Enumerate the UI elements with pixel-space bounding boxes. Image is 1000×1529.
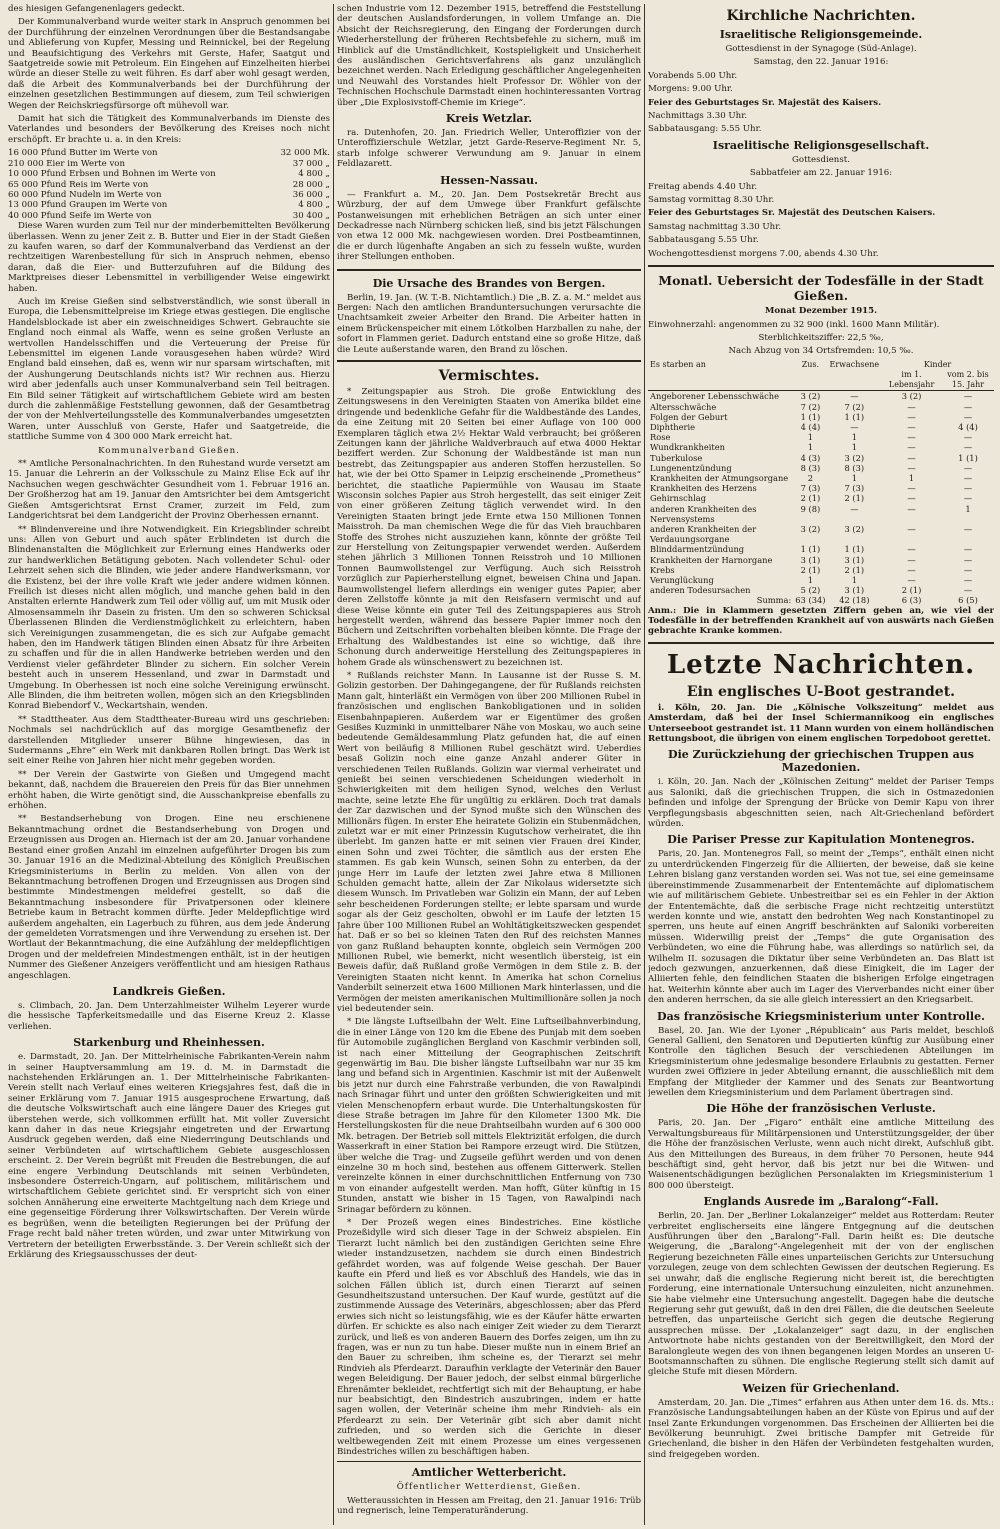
column-3 (648, 4, 994, 1525)
article-text: i. Köln, 20. Jan. Die „Kölnische Volkszeitung“ meldet aus Amsterdam, daß bei der Insel Schiermannikoog ein englisches Unterseeboot gestrandet ist. 11 Mann wurden von einem holländischen Rettungsboot, die übrigen von einem englischen Torpedoboot gerettet. (648, 702, 994, 745)
service-line: Sabbatausgang: 5.55 Uhr. (648, 124, 762, 135)
section-heading: Kreis Wetzlar. (445, 112, 533, 126)
weather-text: Wetteraussichten in Hessen am Freitag, den 21. Januar 1916: Trüb und regnerisch, leine Temperaturänderung. (337, 1495, 641, 1517)
table-sum-row: Summa: 63 (34) 42 (18) 6 (3) 6 (5) (756, 595, 978, 606)
goods-row: 60 000 Pfund Nudeln im Werte von 36 000 „ (8, 189, 330, 200)
count-cell: — (963, 401, 973, 412)
count-cell: — (963, 564, 973, 575)
count-cell: 1 (851, 442, 857, 453)
section-heading: Vermischtes. (438, 367, 540, 384)
cause-cell: Folgen der Geburt (650, 411, 728, 422)
service-line: Wochengottesdienst morgens 7.00, abends 4.30 Uhr. (648, 248, 879, 259)
count-cell: 3 (1) (844, 554, 865, 565)
count-cell: — (907, 493, 916, 504)
section-heading: Hessen-Nassau. (440, 173, 538, 187)
count-cell: 1 (851, 472, 857, 483)
deaths-table-box (648, 265, 994, 644)
article-text: Paris, 20. Jan. Montenegros Fall, so meint der „Temps“, enthält einen nicht zu unterdrückenden Fingerzeig für die Alliierten, der beweise, daß sie keine Lehren bislang ganz verstanden worden sei. Was not tue, sei eine gemeinsame übereinstimmende Zusammenarbeit der Ententemächte auf diplomatischem wie auf militärischem Gebiete. Unbestreitbar sei es ein Fehler in der Aktion der Ententemächte, daß die serbische Frage nicht rechtzeitig unterstützt werden konnte und wie, anstatt den bedrohten Weg nach Konstantinopel zu sperren, uns heute auf einen Angriff beschränkten auf Saloniki vorbereiten müssen. Widerwillig preist der „Temps“ die gute Organisation des Verbündeten, wo eine die Führung habe, was allerdings so natürlich sei, da Wilhelm II. sozusagen die Diktatur über seine Verbündeten an. Das Blatt ist jedoch gezwungen, anzuerkennen, daß diese Einigkeit, die im Lager der Alliierten fehle, den feindlichen Staaten die bisherigen Erfolge eingetragen hat. Weiterhin könnte aber auch im Lager des Vierverbandes nicht einer über den anderen herrschen, da sie alle gleich interessiert an den Kriegsarbeit. (648, 849, 994, 1006)
count-cell: 2 (1) (800, 564, 821, 575)
count-cell: 2 (1) (844, 493, 865, 504)
count-cell: 9 (8) (800, 503, 821, 514)
count-cell: 3 (2) (800, 391, 821, 402)
table-header: Erwachsene (828, 360, 882, 391)
count-cell: 1 (1) (800, 544, 821, 555)
cause-cell: Krankheiten des Herzens (650, 483, 757, 494)
service-line: Samstag vormittag 8.30 Uhr. (648, 195, 775, 206)
count-cell: 1 (851, 574, 857, 585)
column-divider (333, 4, 334, 1525)
table-row (648, 402, 994, 412)
service-place: Gottesdienst. (792, 154, 850, 165)
count-cell: — (907, 564, 916, 575)
section-heading: Amtlicher Wetterbericht. (411, 1466, 567, 1480)
article-text: ** Blindenvereine und ihre Notwendigkeit. Ein Kriegsblinder schreibt uns: Allen von Geburt und auch später Erblindeten ist durch die Blindenanstalten die Möglichkeit zur Erlernung eines Handwerks oder zur handwerklichen Betätigung geboten. Nach vollendeter Schul- oder Lehrzeit sehen sich die Blinden, wie jeder andere Handwerksmann, vor die Existenz, bei der ihre volle Kraft wie jeder andere widmen können. Freilich ist dieses nicht allen möglich, und manche gehen bald in den Anstalten erlernte Handwerk zum Teil oder völlig auf, um mit Musik oder Almosensammeln ihr Dasein zu fristen. Um den so schweren Schicksal Überlassenen Blinden die Verdienstmöglichkeit zu erleichtern, haben sich Vereinigungen zusammengetan, die es sich zur Aufgabe gemacht haben, den im Handwerk tätigen Blinden einen Absatz für ihre Arbeiten zu schaffen und für die in allen Handwerke betrieben werden und den Verdienst vieler gefährdeter Blinder zu sichern. Ein solcher Verein besteht auch in unserem Hessenland, und zwar in Darmstadt und Umgebung. In Oberhessen ist noch eine solche Vereinigung erwünscht. Alle Blinden, die ihm beitreten wollen, mögen sich an den Kriegsblinden Konrad Biebendorf V., Weckartshain, wenden. (8, 524, 330, 712)
article-text: Damit hat sich die Tätigkeit des Kommunalverbands im Dienste des Vaterlandes und besonders der Bevölkerung des Kreises noch nicht erschöpft. Er brachte u. a. in den Kreis: (8, 114, 330, 145)
article-text: Berlin, 20. Jan. Der „Berliner Lokalanzeiger“ meldet aus Rotterdam: Reuter verbreitet englischerseits eine längere Entgegnung auf die deutschen Ausführungen über den „Baralong“-Fall. Darin heißt es: Die deutsche Weigerung, die „Baralong“-Angelegenheit mit der von der englischen Regierung bezeichneten Fälle eines unparteiischen Gerichts zur Untersuchung vorzulegen, zeuge von dem schlechten Gewissen der deutschen Regierung. Es sei unwahr, daß die englische Regierung nicht bereit ist, die berechtigten Forderung, eine internationale Untersuchung einzuleiten, nicht anzunehmen. Sie habe vielmehr eine Untersuchung angestellt. Dagegen habe die deutsche Regierung sehr gut gewußt, daß in den drei Fällen, die die deutschen Seeleute betreffen, das unparteiische Gericht sich gegen die deutsche Regierung aussprechen müsse. Der „Lokalanzeiger“ sagt dazu, in der englischen Antwortnote habe nichts gestanden von der Bereitwilligkeit, den Mord der Baralongleute wegen des von ihnen begangenen leigen Mordes an unseren U-Bootsmannschaften zu sühnen. Die englische Regierung stellt sich damit auf gleiche Stufe mit diesen Mördern. (648, 1211, 994, 1378)
cause-cell: Altersschwäche (650, 401, 717, 412)
service-line: Sabbatausgang 5.55 Uhr. (648, 235, 759, 246)
count-cell: 1 (1) (844, 411, 865, 422)
cause-cell: Angeborener Lebensschwäche (650, 391, 780, 402)
article-text: * Die längste Luftseilbahn der Welt. Eine Luftseilbahnverbindung, die in einer Länge von 120 km die Ebene des Punjab mit dem soeben für Automobile zugänglichen Bergland von Kaschmir verbinden soll, ist nach einer Mitteilung der Geographischen Zeitschrift gegenwärtig im Bau. Die bisher längste Luftseilbahn war nur 35 km lang und befand sich in Argentinien. Kaschmir ist mit der Außenwelt bis jetzt nur durch eine Fahrstraße verbunden, die von Rawalpindi nach Srinagar führt und unter den größten Schwierigkeiten und mit vielen Menschenopfern erbaut wurde. Die Unterhaltungskosten für diese Straße betragen im Jahre für den Kilometer 1300 Mk. Die Herstellungskosten für die neue Drahtseilbahn wurden auf 6 300 000 Mk. betragen. Der Betrieb soll mittels Elektrizität erfolgen, die durch Wasserkraft in einer Station bei Rampore erzeugt wird. Die Stützen, über welche die Trag- und Zugseile geführt werden und von denen einzelne 30 m hoch sind, bestehen aus offenem Gitterwerk. Stellen vereinzelte können in einer durchschnittlichen Entfernung von 730 m von einander aufgestellt werden. Man hofft, Güter künftig in 15 Stunden, anstatt wie bisher in 15 Tagen, von Rawalpindi nach Srinagar befördern zu können. (337, 1017, 641, 1215)
table-title: Monatl. Uebersicht der Todesfälle in der Stadt Gießen. (658, 273, 984, 304)
count-cell: — (963, 483, 973, 494)
divider (337, 1461, 641, 1462)
goods-row: 13 000 Pfund Graupen im Werte von 4 800 „ (8, 200, 330, 211)
count-cell: 7 (2) (800, 401, 821, 412)
table-row (648, 544, 994, 554)
article-text: * Der Prozeß wegen eines Bindestriches. Eine köstliche Prozeßidylle wird sich dieser Tage in der Schweiz abspielen. Ein Tierarzt lucht nämlich bei den zuständigen Gerichten seine Ehre wieder instandzusetzen, nachdem sie durch einen Bindestrich gefährdet worden, was auf folgende Weise geschah. Der Bauer kaufte ein Pferd und ließ es vor Abschluß des Handels, wie das in solchen Fällen üblich ist, durch einen Tierarzt auf seinen Gesundheitszustand untersuchen. Der Kauf wurde, gestützt auf die zustimmende Aussage des Veterinärs, abgeschlossen; aber das Pferd erwies sich nicht so leistungsfähig, wie es der Käufer hätte erwarten dürfen. Er schickte es also nach einiger Zeit wieder zu dem Tierarzt zurück, und ließ es von anderen Bauern des Dorfes zeigen, um ihn zu fragen, was er nun zu tun habe. Dieser mußte nun in einem Brief an den Bauer zu schreiben, ihm scheine es, der Tierarzt sei mehr Rindvieh als Pferdearzt. Daraufhin verklagte der Veterinär den Bauer wegen Beleidigung. Der Bauer jedoch, der selbst einmal bürgerliche Ehrenämter bekleidet, rechtfertigt sich mit der Behauptung, er habe nur beabsichtigt, den Bindestrich auszubringen, indem er hatte sagen wollen, der Veterinär scheine ihm mehr Rindvieh- als ein Pferdearzt zu sein. Der Veterinär gibt sich aber damit nicht zufrieden, und so werden sich die Gerichte in dieser weltbewegenden Zeit mit einem Prozesse um eines vergessenen Bindestriches willen zu beschäftigen haben. (337, 1218, 641, 1457)
count-cell: — (907, 523, 916, 534)
cause-cell: Blinddarmentzündung (650, 544, 745, 555)
table-row (648, 463, 994, 473)
table-month: Monat Dezember 1915. (764, 306, 878, 317)
count-cell: 2 (1) (844, 564, 865, 575)
count-cell: — (907, 411, 916, 422)
count-cell: — (907, 544, 916, 555)
article-headline: Weizen für Griechenland. (742, 1381, 900, 1395)
cause-cell: Krankheiten der Harnorgane (650, 554, 773, 565)
count-cell: 2 (1) (800, 493, 821, 504)
table-header: Es starben an (648, 360, 793, 391)
table-row (648, 412, 994, 422)
cause-cell: Krankheiten der Atmungsorgane (650, 472, 789, 483)
table-row (648, 555, 994, 565)
count-cell: — (963, 574, 973, 585)
service-line: Feier des Geburtstages Sr. Majestät des Deutschen Kaisers. (648, 208, 936, 219)
service-line: Nachmittags 3.30 Uhr. (648, 111, 748, 122)
cause-cell: anderen Krankheiten des Nervensystems (650, 503, 757, 524)
table-row (648, 442, 994, 452)
goods-row: 210 000 Eier im Werte von 37 000 „ (8, 158, 330, 169)
count-cell: — (907, 462, 916, 473)
table-note: Anm.: Die in Klammern gesetzten Ziffern geben an, wie viel der Todesfälle in der betreffenden Krankheit auf von auswärts nach Gießen gebrachte Kranke kommen. (648, 605, 994, 637)
goods-row: 40 000 Pfund Seife im Werte von 30 400 „ (8, 210, 330, 221)
count-cell: 3 (2) (844, 523, 865, 534)
count-cell: — (907, 421, 916, 432)
count-cell: 1 (1) (958, 452, 978, 463)
count-cell: 4 (4) (958, 421, 978, 432)
table-header: vom 2. bis 15. Jahr (942, 370, 994, 391)
article-text: * Rußlands reichster Mann. In Lausanne ist der Russe S. M. Golizin gestorben. Der Dahingegangene, der für Rußlands reichsten Mann galt, hinterläßt ein Vermögen von über 200 Millionen Rubel in französischen und englischen Bankobligationen und in soliden Eisenbahnpapieren. Außerdem war er Eigentümer des großen Gesißes Kuzminki in unmittelbarer Nähe von Moskau, wo auch seine bedeutende Gemäldesammlung Platz gefunden hat, die auf einen Wert von beiläufig 8 Millionen Rubel geschätzt wird. Ueberdies besaß Golizin noch eine ganze Anzahl anderer Güter in verschiedenen Teilen Rußlands. Golizin war viermal verheiratet und genießt bei seinen verschiedenen Scheidungen wiederholt in Schwierigkeiten mit dem heiligen Synod, welches den Verlust machte, seine letzte Ehe für ungültig zu erklären. Doch trat damals der Zar dazwischen und der Synod mußte sich den Wünschen des Millionärs fügen. In erster Ehe heiratete Golizin ein Stubenmädchen, zuletzt war er mit einer Prinzessin Kugutschow verheiratet, die ihn überlebt. Im ganzen hatte er mit seinen vier Frauen drei Kinder, einen Sohn und zwei Töchter, die sämtlich aus der ersten Ehe stammen. Es gab kein Wunsch, seinen Sohn zu enterben, da der junge Herr im Laufe der letzten zwei Jahre etwa 8 Millionen Schulden gemacht hatte, allein der Zar Nikolaus widersetzte sich diesem Wunsch. Im Privatleben war Golizin ein Mann, der auf Leben sehr bescheidenen Forderungen stellte; er lebte sparsam und wurde sogar als der Geiz gescholten, obwohl er im Laufe der letzten 15 Jahre über 100 Millionen Rubel an Wohltätigkeitszwecken gespendet hat. Daß er so bei so kleinen Taten den Ruf des reichsten Mannes von ganz Rußland behaupten konnte, obgleich sein Vermögen 200 Millionen Rubel, wie bemerkt, nicht wesentlich übersteig, ist ein Beweis dafür, daß Rußland große Vermögen in dem Stile z. B. der Vereinigten Staaten nicht kennt. In Amerika hat schon Cornelius Vanderbilt seinerzeit etwa 1600 Millionen Mark hinterlassen, und die Vermögen der meisten amerikanischen Multimillionäre sollen ja noch viel bedeutender sein. (337, 670, 641, 1014)
article-headline: Englands Ausrede im „Baralong“-Fall. (703, 1195, 939, 1209)
count-cell: 3 (2) (901, 391, 922, 402)
column-2 (337, 4, 641, 1525)
count-cell: 3 (1) (844, 585, 865, 596)
table-row (648, 524, 994, 544)
count-cell: 3 (1) (800, 554, 821, 565)
service-line: Morgens: 9.00 Uhr. (648, 84, 733, 95)
count-cell: 1 (851, 432, 857, 443)
count-cell: 2 (807, 472, 814, 483)
count-cell: — (907, 574, 916, 585)
count-cell: 3 (2) (844, 452, 865, 463)
table-row (648, 493, 994, 503)
cause-cell: Diphtherie (650, 421, 696, 432)
section-masthead: Letzte Nachrichten. (666, 649, 976, 680)
count-cell: — (907, 503, 916, 514)
article-text: Berlin, 19. Jan. (W. T.-B. Nichtamtlich.) Die „B. Z. a. M.“ meldet aus Bergen: Nach den amtlichen Branduntersuchungen verursachte die Unachtsamkeit zweier Arbeiter den Brand. Die Arbeiter hatten in einem Brückenspeicher mit einem Lötkolben Harzballen zu nahe, der sofort in Flammen geriet. Dadurch entstand eine so große Hitze, daß die Leute außerstande waren, den Brand zu löschen. (337, 292, 641, 355)
article-headline: Die Höhe der französischen Verluste. (706, 1102, 936, 1116)
count-cell: — (963, 391, 973, 402)
service-place: Gottesdienst in der Synagoge (Süd-Anlage). (725, 44, 917, 54)
article-text: ** Der Verein der Gastwirte von Gießen und Umgegend macht bekannt, daß, nachdem die Brauereien den Preis für das Bier unnehmen erhöht haben, die Wirte genötigt sind, die Ausschankpreise ebenfalls zu erhöhen. (8, 769, 330, 812)
count-cell: 2 (1) (901, 585, 922, 596)
count-cell: — (907, 554, 916, 565)
cause-cell: Gehirnschlag (650, 493, 707, 504)
article-text: * Zeitungspapier aus Stroh. Die große Entwicklung des Zeitungswesens in den Vereinigten Staaten von Amerika bildet eine dringende und bedenkliche Gefahr für die Waldbestände des Landes, da eine Zeitung mit 20 Seiten bei einer Auflage von 100 000 Exemplaren täglich etwa 2½ Hektar Wald verbraucht; bei größeren Zeitungen kann der jährliche Waldverbrauch auf etwa 4000 Hektar beziffert werden. Zur Schonung der Waldbestände ist man nun bestrebt, das Zeitungspapier aus anderen Stoffen herzustellen. So hat, wie der bei Otto Spamer in Leipzig erscheinende „Prometheus“ berichtet, die staatliche Papiermühle von Wausau im Staate Wisconsin solches Papier aus Stroh hergestellt, das seit einiger Zeit von einer größeren Zeitung täglich verwendet wird. In den Vereinigten Staaten bringt jede Ernte etwa 150 Millionen Tonnen Maisstroh. Da man chemischen Wege die für das Vieh brauchbaren Stoffe des Strohes nicht auszuziehen kann, könnte der größte Teil zur Herstellung von Zeitungspapier verwendet werden. Außerdem stehen jährlich 3 Millionen Tonnen Reisstroh und 10 Millionen Tonnen Baumwollstengel zur Verfügung. Auch sich Reisstroh vorzüglich zur Papierherstellung eignet, beweisen China und Japan. Baumwollstengel liefern allerdings ein weniger gutes Papier, aber deren Zellstoffe könnte ja mit den Reisfasern vermischt und auf diese Weise könnte ein guter Teil des Zeitungspapieres aus Stroh hergestellt werden, während das bessere Papier immer noch den Büchern und Zeitschriften vorbehalten bleiben könnte. Die Frage der Erhaltung des Waldbestandes ist eine so wichtige, daß ihre Schonung durch anderweitige Herstellung des Zeitungspapieres in hohem Grade als wünschenswert zu bezeichnen ist. (337, 386, 641, 668)
service-line: Samstag nachmittag 3.30 Uhr. (648, 221, 782, 232)
article-headline: Die Pariser Presse zur Kapitulation Montenegros. (667, 833, 975, 847)
table-row (648, 453, 994, 463)
bergen-box (337, 269, 641, 362)
count-cell: 7 (2) (844, 401, 865, 412)
cause-cell: Rose (650, 432, 671, 443)
service-line: Samstag, den 22. Januar 1916: (753, 57, 889, 68)
cause-cell: Lungenentzündung (650, 462, 732, 473)
deaths-table (648, 360, 994, 606)
goods-list (8, 148, 330, 221)
article-text: des hiesigen Gefangenenlagers gedeckt. (8, 4, 185, 14)
cause-cell: anderen Todesursachen (650, 585, 751, 596)
count-cell: 3 (2) (800, 523, 821, 534)
count-cell: — (850, 391, 859, 402)
column-divider (644, 4, 645, 1525)
table-info: Nach Abzug von 34 Ortsfremden: 10,5 ‰. (728, 346, 914, 357)
count-cell: 7 (3) (844, 483, 865, 494)
count-cell: 8 (3) (800, 462, 821, 473)
service-line: Freitag abends 4.40 Uhr. (648, 181, 758, 192)
table-row (648, 483, 994, 493)
table-info: Einwohnerzahl: angenommen zu 32 900 (inkl. 1600 Mann Militär). (648, 319, 940, 330)
cause-cell: Verunglückung (650, 574, 714, 585)
count-cell: 4 (4) (800, 421, 821, 432)
section-heading: Landkreis Gießen. (112, 984, 226, 998)
count-cell: 8 (3) (844, 462, 865, 473)
count-cell: — (963, 472, 973, 483)
subheading: Israelitische Religionsgesellschaft. (712, 138, 930, 152)
table-header: Zus. (793, 360, 827, 391)
count-cell: — (963, 462, 973, 473)
count-cell: — (850, 503, 859, 514)
goods-row: 10 000 Pfund Erbsen und Bohnen im Werte von 4 800 „ (8, 169, 330, 180)
cause-cell: Tuberkulose (650, 452, 703, 463)
table-row (648, 585, 994, 595)
article-text: e. Darmstadt, 20. Jan. Der Mittelrheinische Fabrikanten-Verein nahm in seiner Hauptversammlung am 19. d. M. in Darmstadt die nachstehenden Erklärungen an. 1. Der Mittelrheinische Fabrikanten-Verein stellt nach Verlauf eines weiteren Kriegsjahres fest, daß die in seiner Erklärung vom 7. Januar 1915 ausgesprochene Erwartung, daß die deutsche Volkswirtschaft auch eine längere Dauer des Krieges gut überstehen werde, sich vollkommen erfüllt hat. Mit voller Zuversicht kann daher in das neue Kriegsjahr eingetreten und der Erwartung Ausdruck gegeben werden, daß eine Niederringung Deutschlands und seiner Verbündeten auf wirtschaftlichem Gebiete ausgeschlossen erscheint. 2. Der Verein begrüßt mit Freuden die Bestrebungen, die auf eine engere Verbindung Deutschlands mit seinen Verbündeten, insbesondere Österreich-Ungarn, auf politischem, militärischem und wirtschaftlichem Gebiete gerichtet sind. Er verspricht sich von einer solchen Annäherung eine erweiterte Machtgeltung nach dem Kriege und eine gegenseitige Förderung ihrer Volkswirtschaften. Der Verein würde es begrüßen, wenn die beteiligten Regierungen bei der Prüfung der Frage recht bald näher treten würden, und zwar unter Mitwirkung von Vertretern der beteiligten Erwerbsstände. 3. Der Verein schließt sich der Erklärung des Kriegsausschusses der deut- (8, 1052, 330, 1260)
article-text: — Frankfurt a. M., 20. Jan. Dem Postsekretär Brecht aus Würzburg, der auf dem Umwege über Frankfurt gefälschte Postanweisungen mit erheblichen Beträgen an sich unter einer Deckadresse nach Nürnberg schicken ließ, sind bis jetzt Fälschungen von etwa 12 000 Mk. nachgewiesen worden. Drei Postbeamtinnen, die er durch lügenhafte Angaben an sich zu fesseln wußte, wurden ihrer Stellungen enthoben. (337, 189, 641, 263)
count-cell: — (907, 452, 916, 463)
subheading: Israelitische Religionsgemeinde. (719, 28, 923, 41)
article-text: schen Industrie vom 12. Dezember 1915, betreffend die Feststellung der deutschen Auslandsforderungen, in vollem Umfange an. Die Absicht der Reichsregierung, den Eingang der Forderungen durch Wiederherstellung der früheren Rechtsbefehle zu sichern, muß im Hinblick auf die Umständlichkeit, Kostspieligkeit und Unsicherheit des ausländischen Gerichtsverfahrens als ganz unzulänglich bezeichnet werden. Nach Erledigung geschäftlicher Angelegenheiten und Neuwahl des Vorstandes hielt Professor Dr. Wöhler von der Technischen Hochschule Darmstadt einen hochinteressanten Vortrag über „Die Explosivstoff-Chemie im Kriege“. (337, 4, 641, 108)
count-cell: 7 (3) (800, 483, 821, 494)
count-cell: 1 (807, 432, 814, 443)
count-cell: — (907, 442, 916, 453)
count-cell: — (963, 442, 973, 453)
article-text: ** Bestandserhebung von Drogen. Eine neu erschienene Bekanntmachung ordnet die Bestandserhebung von Drogen und Erzeugnissen aus Drogen an. Hiernach ist der am 20. Januar vorhandene Bestand einer großen Anzahl im einzelnen aufgeführter Drogen bis zum 30. Januar 1916 an die Medizinal-Abteilung des Königlich Preußischen Kriegsministeriums in Berlin zu melden. Von allen von der Bekanntmachung betroffenen Drogen und Erzeugnissen aus Drogen sind bestimmte Mindestmengen meldefrei gestellt, so daß die Bekanntmachung insbesondere für Privatpersonen oder kleinere Betriebe kaum in Betracht kommen dürfte. Jeder Meldepflichtige wird außerdem angehalten, ein Lagerbuch zu führen, aus dem jede Änderung der gemeldeten Vorratsmengen und ihre Verwendung zu ersehen ist. Der Wortlaut der Bekanntmachung, die eine Aufzählung der meldepflichtigen Drogen und der meldefreien Mindestmengen enthält, ist in der heutigen Nummer des Gießener Anzeigers veröffentlicht und am hiesigen Rathaus angeschlagen. (8, 814, 330, 981)
article-headline: Die Zurückziehung der griechischen Truppen aus Mazedonien. (668, 748, 974, 775)
article-text: Amsterdam, 20. Jan. Die „Times“ erfahren aus Athen unter dem 16. ds. Mts.: Französische Landungsabteilungen haben an der Küste von Epirus und auf der Insel Zante Erkundungen vorgenommen. Das Erscheinen der Alliierten bei die Bevölkerung beunruhigt. Zwei britische Dampfer mit Getreide für Griechenland, die bisher in den Häfen der Verbündeten festgehalten wurden, sind freigegeben worden. (648, 1397, 994, 1460)
article-text: Der Kommunalverband wurde weiter stark in Anspruch genommen bei der Durchführung der einzelnen Verordnungen über die Bestandsangabe und Ablieferung von Kupfer, Messing und Reinnickel, bei der Regelung und Beaufsichtigung des Verkehrs mit Gerste, Hafer, Saatgut und Saatgetreide sowie mit Petroleum. Ein Eingehen auf Einzelheiten hierbei würde an dieser Stelle zu weit führen. Es darf aber wohl gesagt werden, daß die Arbeit des Kommunalverbands bei der Durchführung der einzelnen gesetzlichen Bestimmungen auf diesem, zum Teil schwierigen Wegen der Reichskriegsfürsorge oft mühevoll war. (8, 17, 330, 111)
count-cell: — (963, 523, 973, 534)
table-header: Kinder (923, 359, 952, 369)
count-cell: 1 (807, 574, 814, 585)
service-line: Vorabends 5.00 Uhr. (648, 70, 738, 81)
count-cell: 1 (1) (844, 544, 865, 555)
section-heading: Starkenburg und Rheinhessen. (73, 1036, 265, 1050)
article-text: ra. Dutenhofen, 20. Jan. Friedrich Weller, Unteroffizier von der Unteroffizierschule Wetzlar, jetzt Garde-Reserve-Regiment Nr. 5, starb infolge schwerer Verwundung am 9. Januar in einem Feldlazarett. (337, 128, 641, 170)
count-cell: — (907, 483, 916, 494)
count-cell: 1 (908, 472, 915, 483)
table-row (648, 565, 994, 575)
service-line: Feier des Geburtstages Sr. Majestät des Kaisers. (648, 97, 882, 108)
table-row (648, 432, 994, 442)
table-header: im 1. Lebensjahr (881, 370, 942, 391)
cause-cell: anderen Krankheiten der Verdauungsorgane (650, 523, 757, 545)
article-headline: Ein englisches U-Boot gestrandet. (686, 683, 956, 700)
count-cell: — (907, 401, 916, 412)
cause-cell: Wundkrankheiten (650, 442, 725, 453)
article-text: Paris, 20. Jan. Der „Figaro“ enthält eine amtliche Mitteilung des Verwaltungsbureaus für Militärpensionen und Unterstützungsgelder, der über die Höhe der französischen Verluste, wenn auch nicht direkt, Aufschluß gibt. Aus den Mitteilungen des Bureaus, in dem früher 70 Personen, heute 944 beschäftigt sind, geht hervor, daß bis jetzt nur bei die Witwen- und Waisenentschädigungen bezüglichen Personalakten im Kriegsministerium 1 800 000 übersteigt. (648, 1118, 994, 1191)
article-text: i. Köln, 20. Jan. Nach der „Kölnischen Zeitung“ meldet der Pariser Temps aus Saloniki, daß die griechischen Truppen, die sich in Ostmazedonien befinden und infolge der Sprengung der Brücke von Demir Kapu von ihrer Verpflegungsbasis abgeschnitten seien, nach Alt-Griechenland befördert würden. (648, 777, 994, 830)
article-text: Diese Waren wurden zum Teil nur der minderbemittelten Bevölkerung überlassen. Wenn zu jener Zeit z. B. Butter und Eier in der Stadt Gießen zu kaufen waren, so darf der Kommunalverband das Verdienst an der rechtzeitigen Warenbestellung für sich in Anspruch nehmen, ebenso daran, daß die Eier- und Butterzufuhren auf die Bildung des Marktpreises dieser Lebensmittel in verbilligender Weise eingewirkt haben. (8, 221, 330, 294)
cause-cell: Krebs (650, 564, 675, 575)
table-row (648, 391, 994, 402)
article-text: ** Amtliche Personalnachrichten. In den Ruhestand wurde versetzt am 15. Januar die Lehrerin an der Volksschule zu Mainz Elise Eck auf ihr Nachsuchen wegen geschwächter Gesundheit vom 1. Februar 1916 an. Der Großherzog hat am 19. Januar den Amtsrichter bei dem Amtsgericht Gießen Amtsgerichtsrat Ernst Cramer, zurzeit im Feld, zum Landgerichtsrat bei dem Landgericht der Provinz Oberhessen ernannt. (8, 459, 330, 522)
article-text: s. Climbach, 20. Jan. Dem Unterzahlmeister Wilhelm Leyerer wurde die hessische Tapferkeitsmedaille und das Eiserne Kreuz 2. Klasse verliehen. (8, 1000, 330, 1032)
goods-row: 65 000 Pfund Reis im Werte von 28 000 „ (8, 179, 330, 190)
signature: Kommunalverband Gießen. (98, 445, 240, 456)
section-heading: Kirchliche Nachrichten. (726, 8, 916, 24)
count-cell: 1 (807, 442, 814, 453)
count-cell: — (963, 493, 973, 504)
table-row (648, 504, 994, 524)
count-cell: — (963, 544, 973, 555)
column-1 (8, 4, 330, 1525)
article-headline: Die Ursache des Brandes von Bergen. (372, 276, 606, 290)
article-text: ** Stadttheater. Aus dem Stadttheater-Bureau wird uns geschrieben: Nochmals sei nachdrücklich auf das morgige Gesamtbenefiz der darstellenden Mitglieder unserer Bühne hingewiesen, das in Sudermanns „Ehre“ ein Werk mit dankbaren Rollen bringt. Das Werk ist seit einer Reihe von Jahren hier nicht mehr gegeben worden. (8, 714, 330, 767)
table-info: Sterblichkeitsziffer: 22,5 ‰, (758, 332, 884, 343)
count-cell: 4 (3) (800, 452, 821, 463)
article-headline: Das französische Kriegsministerium unter Kontrolle. (657, 1009, 985, 1023)
count-cell: 1 (1) (800, 411, 821, 422)
table-row (648, 473, 994, 483)
count-cell: — (963, 411, 973, 422)
count-cell: — (850, 421, 859, 432)
table-row (648, 422, 994, 432)
count-cell: — (963, 432, 973, 443)
goods-row: 16 000 Pfund Butter im Werte von 32 000 Mk. (8, 148, 330, 159)
article-text: Basel, 20. Jan. Wie der Lyoner „Républicain“ aus Paris meldet, beschloß General Gallieni, den Senatoren und Deputierten künftig zur Ausübung einer Kontrolle den täglichen Besuch der verschiedenen Abteilungen im Kriegsministerium ohne jedesmalige besondere Erlaubnis zu gestatten. Ferner wurden zwei Offiziere in jeder Abteilung ernannt, die ausschließlich mit dem Empfang der Mitglieder der Kammer und des Senats zur Beantwortung jeweilen dem Kriegsministerium und dem Parlament übertragen sind. (648, 1025, 994, 1098)
count-cell: 1 (965, 503, 971, 514)
count-cell: — (907, 432, 916, 443)
article-text: Auch im Kreise Gießen sind selbstverständlich, wie sonst überall in Europa, die Lebensmittelpreise im Kriege etwas gestiegen. Die englische Handelsblockade ist aber ein zweischneidiges Schwert. Gebrauchte sie England noch einmal als Waffe, wenn es seine großen Verluste an wertvollen Handelsschiffen und die Verteuerung der Preise für Lebensmittel im eigenen Lande vorausgesehen haben würde? Wird England bald einsehen, daß es, wenn wir nur sparsam wirtschaften, mit der Aushungerung Deutschlands nichts ist? Wir rechnen aus. Hierzu wird aber jedenfalls auch unser Kommunalverband sein Teil beitragen. Ein Bild seiner Tätigkeit auf wirtschaftlichem Gebiete wird am besten durch die zahlenmäßige Feststellung gewonnen, daß der Gesamtbetrag der von der Mehlverteilungsstelle des Kommunalverbandes umgesetzten Waren, unter Ausschluß von Gerste, Hafer und Saatgetreide, die stattliche Summe von 4 300 000 Mark erreicht hat. (8, 296, 330, 443)
count-cell: — (963, 585, 973, 596)
count-cell: — (963, 554, 973, 565)
service-line: Sabbatfeier am 22. Januar 1916: (749, 168, 893, 179)
weather-source: Öffentlicher Wetterdienst, Gießen. (396, 1482, 582, 1493)
count-cell: 5 (2) (800, 585, 821, 596)
table-row (648, 575, 994, 585)
